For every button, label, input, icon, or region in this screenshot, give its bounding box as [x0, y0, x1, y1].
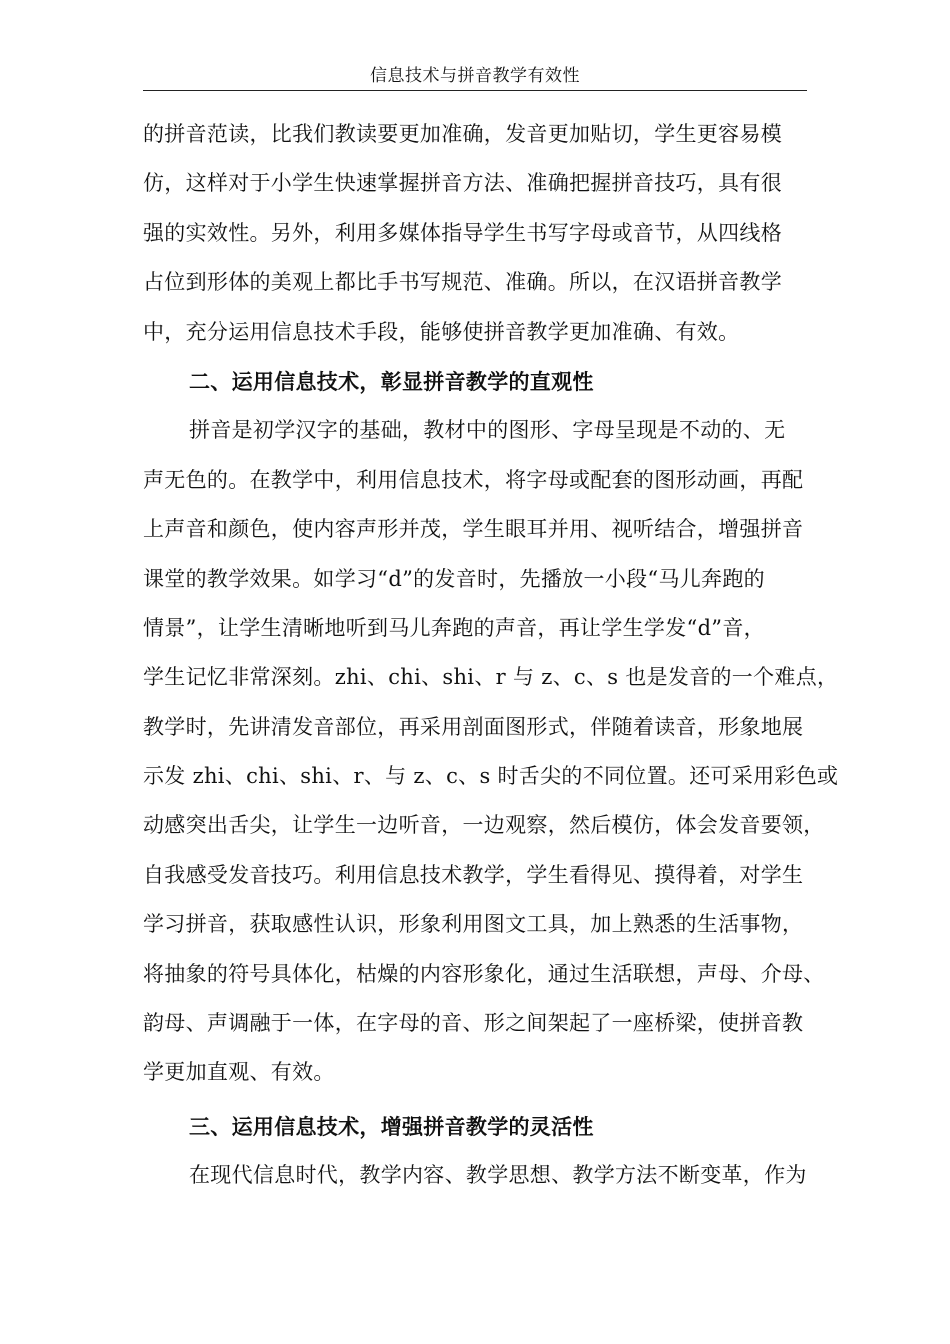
text-line: 的拼音范读，比我们教读要更加准确，发音更加贴切，学生更容易模: [143, 122, 782, 146]
section-heading: 三、运用信息技术，增强拼音教学的灵活性: [189, 1113, 594, 1139]
text-line: 课堂的教学效果。如学习“d”的发音时，先播放一小段“马儿奔跑的: [143, 566, 765, 591]
paragraph-first-line: 拼音是初学汉字的基础，教材中的图形、字母呈现是不动的、无: [189, 418, 786, 443]
document-body: [143, 110, 839, 1201]
page-header: 信息技术与拼音教学有效性: [143, 62, 807, 91]
text-line: 将抽象的符号具体化，枯燥的内容形象化，通过生活联想，声母、介母、: [143, 961, 825, 986]
text-line: 占位到形体的美观上都比手书写规范、准确。所以，在汉语拼音教学: [143, 270, 782, 295]
paragraph-first-line: 在现代信息时代，教学内容、教学思想、教学方法不断变革，作为: [189, 1163, 807, 1188]
text-line: 自我感受发音技巧。利用信息技术教学，学生看得见、摸得着，对学生: [143, 862, 804, 887]
text-line: 情景”，让学生清晰地听到马儿奔跑的声音，再让学生学发“d”音，: [143, 615, 765, 640]
text-line: 动感突出舌尖，让学生一边听音，一边观察，然后模仿，体会发音要领，: [143, 813, 825, 838]
text-line: 教学时，先讲清发音部位，再采用剖面图形式，伴随着读音，形象地展: [143, 714, 804, 739]
text-line: 韵母、声调融于一体，在字母的音、形之间架起了一座桥梁，使拼音教: [143, 1011, 804, 1036]
text-line: 仿，这样对于小学生快速掌握拼音方法、准确把握拼音技巧，具有很: [143, 171, 782, 196]
text-line: 学更加直观、有效。: [143, 1060, 335, 1085]
section-heading: 二、运用信息技术，彰显拼音教学的直观性: [189, 368, 594, 394]
text-line: 声无色的。在教学中，利用信息技术，将字母或配套的图形动画，再配: [143, 467, 804, 492]
text-line: 中，充分运用信息技术手段，能够使拼音教学更加准确、有效。: [143, 319, 740, 344]
text-line: 学生记忆非常深刻。zhi、chi、shi、r 与 z、c、s 也是发音的一个难点，: [143, 665, 839, 690]
text-line: 强的实效性。另外，利用多媒体指导学生书写字母或音节，从四线格: [143, 220, 782, 245]
text-line: 学习拼音，获取感性认识，形象利用图文工具，加上熟悉的生活事物，: [143, 912, 804, 937]
text-line: 上声音和颜色，使内容声形并茂，学生眼耳并用、视听结合，增强拼音: [143, 517, 804, 542]
text-line: 示发 zhi、chi、shi、r、与 z、c、s 时舌尖的不同位置。还可采用彩色或: [143, 764, 839, 789]
